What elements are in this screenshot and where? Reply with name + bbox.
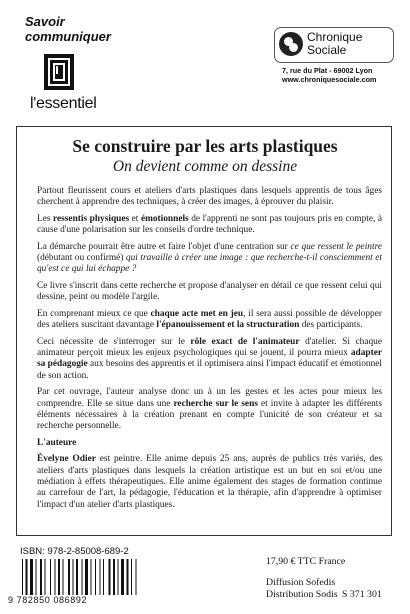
barcode-bar [85,559,88,595]
barcode-bar [121,559,124,595]
isbn: ISBN: 978-2-85008-689-2 [20,546,129,557]
publisher-name-line-1: Chronique [307,30,363,44]
book-subtitle: On devient comme on dessine [112,158,298,175]
collection-name [25,14,111,44]
barcode-bar [55,559,56,595]
collection-line-1: Savoir [25,14,65,29]
distribution-line-1: Diffusion Sofedis [266,577,336,588]
paragraph-3: La démarche pourrait être autre et faire l'objet d'une centration sur ce que ressent le peintre (débutant ou confirmé) qui travaille à créer une image : que recherche-t-il consciemment et qu'est ce qui lui échappe ? [37,241,383,275]
distribution-info [266,577,338,600]
price: 17,90 € TTC France [266,556,346,567]
barcode-bar [73,559,74,595]
publisher-street: 7, rue du Plat - 69002 Lyon [282,66,373,75]
barcode-bar [40,559,42,595]
barcode-bar [91,559,92,595]
barcode-bar [95,559,96,595]
barcode-bar [113,559,115,595]
barcode-bar [127,559,129,595]
paragraph-5: En comprenant mieux ce que chaque acte met en jeu, il sera aussi possible de développer des ateliers suscitant davantage l'épanouissement et la structuration des participants. [37,308,382,331]
publisher-website: www.chroniquesociale.com [282,75,377,84]
distribution-line-2: Distribution Sodis [266,588,338,600]
barcode-bar [30,559,33,595]
collection-line-2: communiquer [25,29,111,44]
barcode [20,559,146,595]
publisher-name-line-2: Sociale [307,43,347,57]
author-paragraph: Évelyne Odier est peintre. Elle anime depuis 25 ans, auprès de publics très variés, des ateliers d'arts plastiques dans lesquels la création artistique est un but en soi et/ou une médiation à effets thérapeutiques. Elle anime également des stages de formation continue au carrefour de l'art, la pédagogie, l'éducation et la thérapie, afin d'apprendre à optimiser l'impact d'un atelier d'arts plastiques. [37,454,382,510]
barcode-bar [58,559,60,595]
barcode-bar [36,559,37,595]
barcode-bar [82,559,83,595]
publisher-address [282,66,402,84]
barcode-digits: 9 782850 086892 [8,595,88,605]
barcode-bar [103,559,104,595]
paragraph-7: Par cet ouvrage, l'auteur analyse donc un à un les gestes et les actes pour mieux les comprendre. Elle se situe dans une recherche sur le sens et invite à adapter les différents éléments nécessaires à la création prenant en compte l'unicité de son créateur et sa recherche personnelle. [37,387,382,432]
barcode-bar [26,559,28,595]
paragraph-1: Partout fleurissent cours et ateliers d'arts plastiques dans lesquels apprentis de tous âges cherchent à apprendre des techniques, à créer des images, à éprouver du plaisir. [37,186,382,208]
publisher-logo-box [274,27,394,63]
barcode-bar [50,559,51,595]
author-heading: L'auteure [37,437,77,448]
back-cover-text [37,186,382,516]
paragraph-2: Les ressentis physiques et émotionnels de l'apprenti ne sont pas toujours pris en compte, à cause d'une polarisation sur les conseils d'ordre technique. [37,213,383,236]
barcode-bar [76,559,78,595]
barcode-bar [100,559,101,595]
barcode-bar [118,559,119,595]
book-title: Se construire par les arts plastiques [72,136,338,156]
barcode-bar [45,559,46,595]
publisher-logo-icon [279,32,303,56]
barcode-bar [68,559,70,595]
paragraph-6: Ceci nécessite de s'interroger sur le rôle exact de l'animateur d'atelier. Si chaque animateur perçoit mieux les enjeux psychologiques qui se jouent, il pourra mieux adapter sa pédagogie aux besoins des apprentis et il optimisera ainsi l'impact éducatif et émotionnel de son action. [37,336,382,381]
barcode-bar [131,559,132,595]
series-name: l'essentiel [30,95,97,112]
barcode-bar [136,559,137,595]
publisher-name [307,31,362,57]
paragraph-4: Ce livre s'inscrit dans cette recherche et propose d'analyser en détail ce que ressent celui qui dessine, peint ou modèle l'argile. [37,280,382,303]
reference-code: S 371 301 [342,589,382,600]
collection-logo-icon [44,54,74,90]
barcode-bar [22,559,23,595]
barcode-bar [63,559,64,595]
barcode-bar [109,559,111,595]
